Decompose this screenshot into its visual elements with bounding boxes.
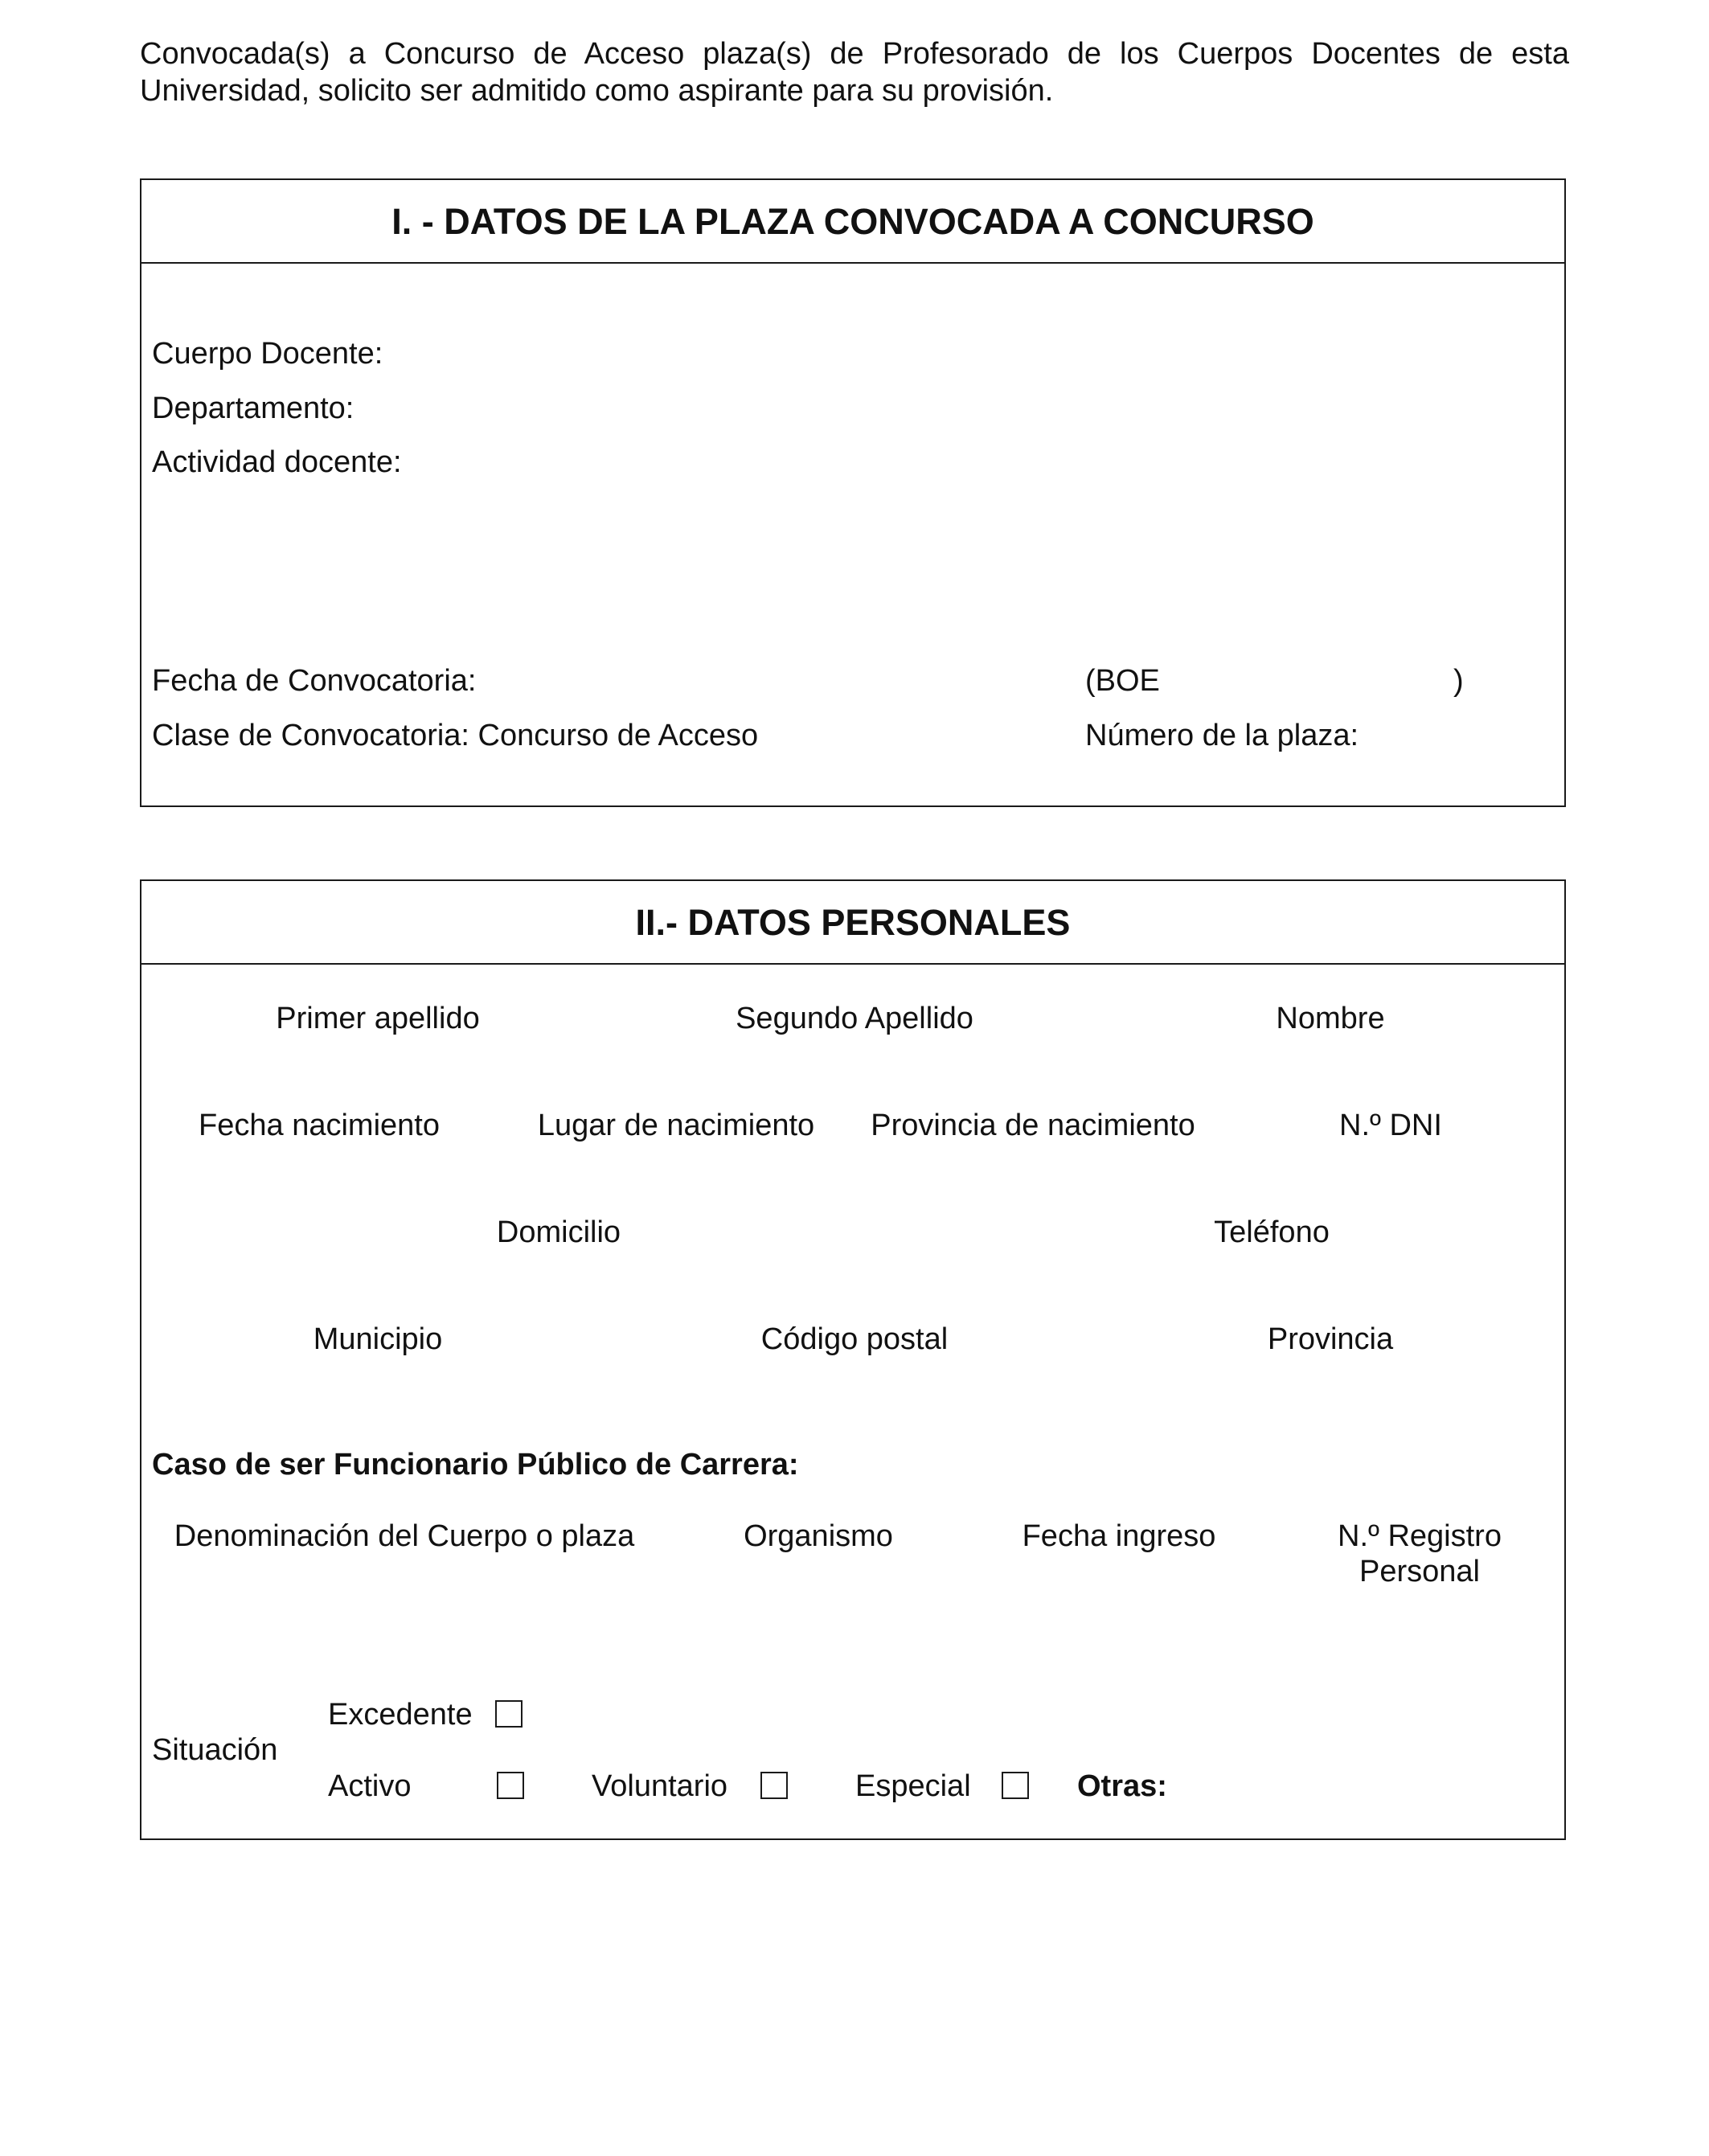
- provincia-label: Provincia: [1267, 1322, 1394, 1356]
- activo-checkbox[interactable]: [497, 1772, 524, 1799]
- section-plaza-box: [140, 178, 1566, 807]
- domicilio-label: Domicilio: [496, 1215, 621, 1249]
- situacion-label: Situación: [152, 1733, 278, 1767]
- actividad-docente-label: Actividad docente:: [152, 445, 402, 479]
- boe-close-label: ): [1453, 664, 1464, 698]
- funcionario-heading: Caso de ser Funcionario Público de Carrera:: [152, 1448, 799, 1482]
- boe-open-label: (BOE: [1085, 664, 1160, 698]
- section-plaza-title: I. - DATOS DE LA PLAZA CONVOCADA A CONCURSO: [141, 180, 1564, 264]
- excedente-label: Excedente: [328, 1698, 473, 1732]
- codigo-postal-label: Código postal: [760, 1322, 949, 1356]
- otras-label: Otras:: [1077, 1769, 1167, 1803]
- fecha-ingreso-label: Fecha ingreso: [1022, 1519, 1216, 1553]
- lugar-nacimiento-label: Lugar de nacimiento: [537, 1109, 815, 1142]
- voluntario-label: Voluntario: [592, 1769, 728, 1803]
- nombre-label: Nombre: [1276, 1002, 1385, 1035]
- cuerpo-docente-label: Cuerpo Docente:: [152, 337, 383, 371]
- segundo-apellido-label: Segundo Apellido: [736, 1002, 973, 1035]
- voluntario-checkbox[interactable]: [760, 1772, 788, 1799]
- dni-label: N.º DNI: [1339, 1109, 1442, 1142]
- denominacion-label: Denominación del Cuerpo o plaza: [174, 1519, 635, 1553]
- section-personales-title: II.- DATOS PERSONALES: [141, 881, 1564, 965]
- departamento-label: Departamento:: [152, 391, 355, 425]
- fecha-nacimiento-label: Fecha nacimiento: [199, 1109, 440, 1142]
- activo-label: Activo: [328, 1769, 412, 1803]
- especial-label: Especial: [855, 1769, 971, 1803]
- numero-plaza-label: Número de la plaza:: [1085, 719, 1359, 752]
- especial-checkbox[interactable]: [1002, 1772, 1029, 1799]
- organismo-label: Organismo: [744, 1519, 893, 1553]
- clase-convocatoria-label: Clase de Convocatoria: Concurso de Acceso: [152, 719, 759, 752]
- registro-personal-label-line2: Personal: [1359, 1555, 1480, 1588]
- excedente-checkbox[interactable]: [495, 1700, 523, 1728]
- fecha-convocatoria-label: Fecha de Convocatoria:: [152, 664, 477, 698]
- municipio-label: Municipio: [313, 1322, 443, 1356]
- telefono-label: Teléfono: [1214, 1215, 1330, 1249]
- intro-paragraph: Convocada(s) a Concurso de Acceso plaza(s) de Profesorado de los Cuerpos Docentes de esta Universidad, solicito ser admitido como aspirante para su provisión.: [140, 37, 1569, 108]
- registro-personal-label-line1: N.º Registro: [1338, 1519, 1502, 1553]
- primer-apellido-label: Primer apellido: [276, 1002, 480, 1035]
- provincia-nacimiento-label: Provincia de nacimiento: [871, 1109, 1195, 1142]
